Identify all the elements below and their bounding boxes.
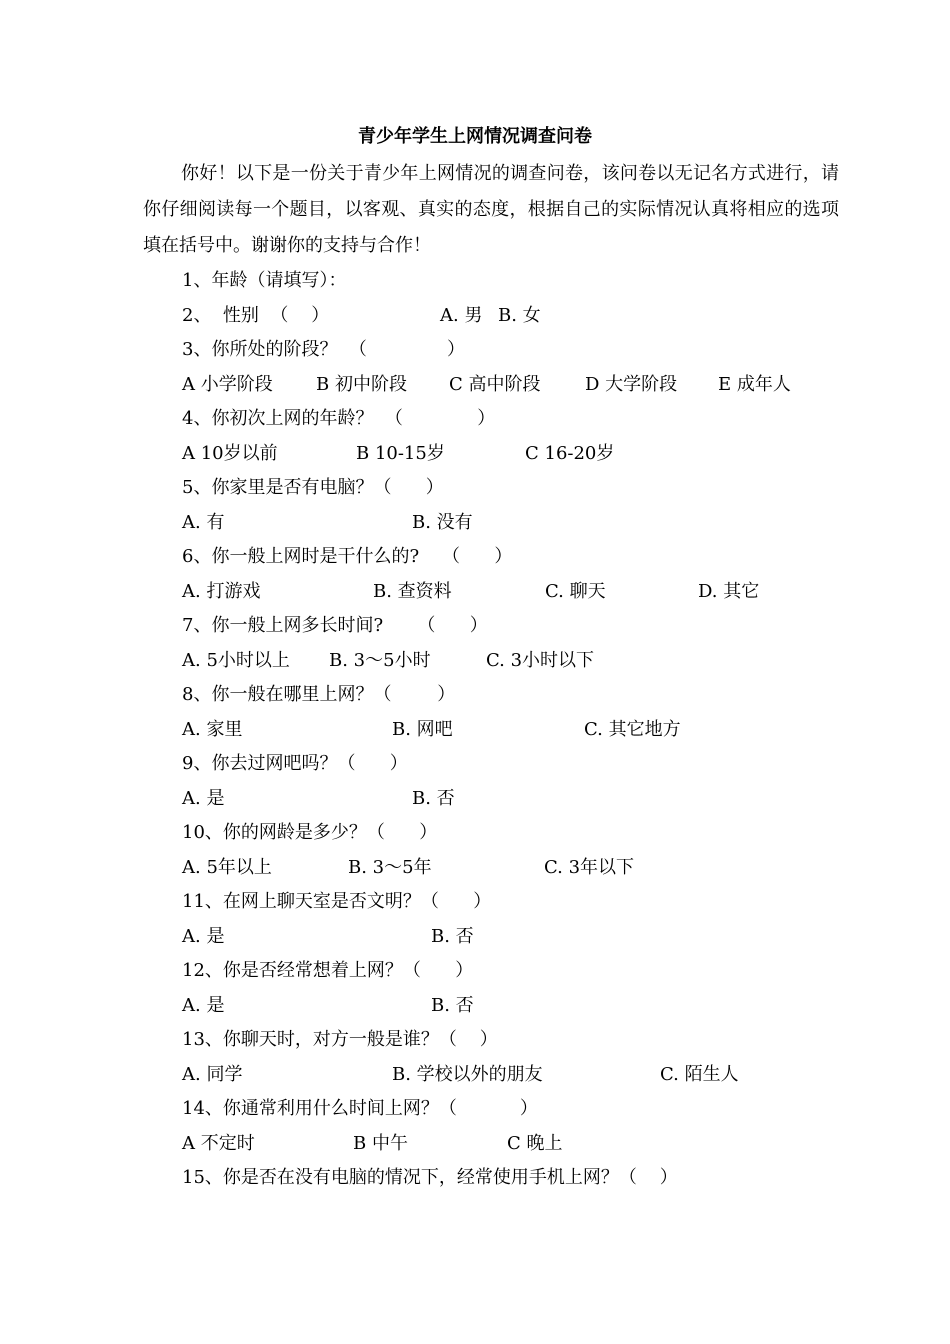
question-8-option-a: A. 家里	[182, 719, 243, 740]
question-1: 1、年龄（请填写）：	[182, 270, 347, 291]
question-3-option-b: B 初中阶段	[316, 374, 407, 395]
question-13-option-c: C. 陌生人	[660, 1064, 739, 1085]
question-3: 3、你所处的阶段？ （ ）	[182, 339, 465, 360]
question-14-option-a: A 不定时	[182, 1133, 255, 1154]
question-7-option-a: A. 5小时以上	[182, 650, 290, 671]
question-9: 9、你去过网吧吗？（ ）	[182, 753, 408, 774]
question-6-option-b: B. 查资料	[373, 581, 452, 602]
question-10: 10、你的网龄是多少？（ ）	[182, 822, 438, 843]
question-5-option-a: A. 有	[182, 512, 225, 533]
question-4: 4、你初次上网的年龄？ （ ）	[182, 408, 496, 429]
question-8-option-c: C. 其它地方	[584, 719, 681, 740]
intro-paragraph: 你好！以下是一份关于青少年上网情况的调查问卷，该问卷以无记名方式进行，请你仔细阅读每一个题目，以客观、真实的态度，根据自己的实际情况认真将相应的选项填在括号中。谢谢你的支持与合作！	[143, 163, 839, 256]
question-4-option-c: C 16-20岁	[525, 443, 615, 464]
question-13-option-b: B. 学校以外的朋友	[392, 1064, 543, 1085]
question-11-option-b: B. 否	[431, 926, 474, 947]
question-12-option-a: A. 是	[182, 995, 225, 1016]
question-7: 7、你一般上网多长时间? （ ）	[182, 615, 488, 636]
question-5: 5、你家里是否有电脑？（ ）	[182, 477, 444, 498]
question-8: 8、你一般在哪里上网？（ ）	[182, 684, 456, 705]
question-15: 15、你是否在没有电脑的情况下，经常使用手机上网？（ ）	[182, 1167, 678, 1188]
question-3-option-a: A 小学阶段	[182, 374, 273, 395]
question-7-option-c: C. 3小时以下	[486, 650, 595, 671]
question-3-option-c: C 高中阶段	[449, 374, 541, 395]
question-14-option-b: B 中午	[353, 1133, 408, 1154]
question-7-option-b: B. 3～5小时	[329, 650, 431, 671]
question-10-option-c: C. 3年以下	[544, 857, 635, 878]
question-4-option-b: B 10-15岁	[356, 443, 445, 464]
question-12: 12、你是否经常想着上网？（ ）	[182, 960, 474, 981]
question-11: 11、在网上聊天室是否文明？（ ）	[182, 891, 492, 912]
question-6-option-d: D. 其它	[698, 581, 760, 602]
question-14: 14、你通常利用什么时间上网？（ ）	[182, 1098, 538, 1119]
question-12-option-b: B. 否	[431, 995, 474, 1016]
question-2-option-a: A. 男	[440, 305, 483, 326]
question-6-option-a: A. 打游戏	[182, 581, 261, 602]
question-6-option-c: C. 聊天	[545, 581, 606, 602]
question-11-option-a: A. 是	[182, 926, 225, 947]
question-10-option-b: B. 3～5年	[348, 857, 432, 878]
question-9-option-b: B. 否	[412, 788, 455, 809]
question-14-option-c: C 晚上	[507, 1133, 563, 1154]
question-3-option-d: D 大学阶段	[585, 374, 678, 395]
question-2-option-b: B. 女	[498, 305, 541, 326]
question-9-option-a: A. 是	[182, 788, 225, 809]
document-title: 青少年学生上网情况调查问卷	[358, 126, 592, 147]
question-8-option-b: B. 网吧	[392, 719, 453, 740]
question-10-option-a: A. 5年以上	[182, 857, 272, 878]
question-6: 6、你一般上网时是干什么的? （ ）	[182, 546, 513, 567]
question-5-option-b: B. 没有	[412, 512, 473, 533]
question-2: 2、 性别 （ ）	[182, 305, 330, 326]
question-4-option-a: A 10岁以前	[182, 443, 278, 464]
question-3-option-e: E 成年人	[718, 374, 791, 395]
question-13-option-a: A. 同学	[182, 1064, 243, 1085]
question-13: 13、你聊天时，对方一般是谁？（ ）	[182, 1029, 498, 1050]
